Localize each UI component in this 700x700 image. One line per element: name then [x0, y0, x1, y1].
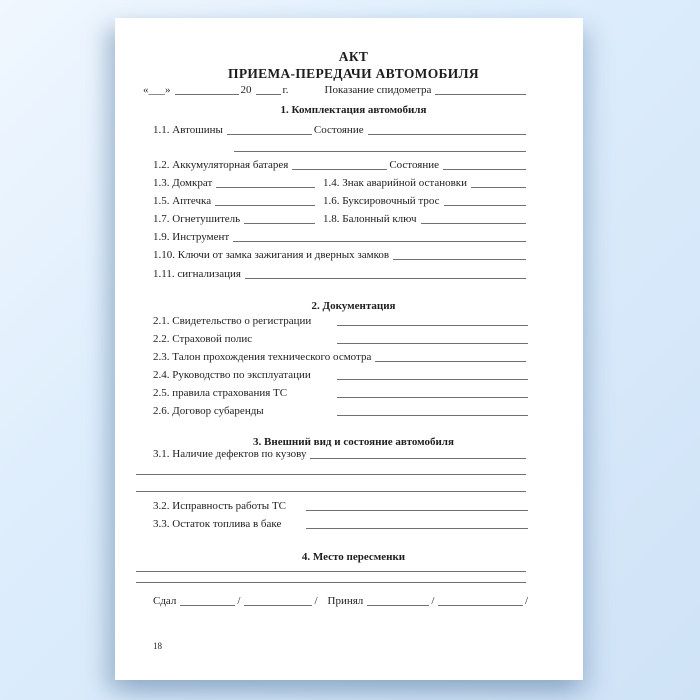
signature-row: [153, 586, 528, 609]
row-1-1: [153, 120, 528, 138]
row-2-3: [153, 347, 528, 365]
item-1-5-blank-line: [215, 205, 315, 206]
item-1-2-label: 1.2. Аккумуляторная батарея: [153, 159, 289, 171]
item-1-7-cell: [153, 212, 317, 227]
item-2-3-label: 2.3. Талон прохождения технического осмотра: [153, 351, 372, 363]
item-1-2-state-label: Состояние: [389, 159, 439, 171]
item-1-1-state-blank-line: [368, 134, 526, 135]
item-2-2-blank-line: [337, 343, 528, 344]
document-page: [115, 18, 583, 680]
row-3-2: [153, 495, 528, 514]
slash-separator: /: [431, 595, 435, 607]
item-1-6-label: 1.6. Буксировочный трос: [323, 195, 440, 207]
row-1-2: [153, 155, 528, 173]
page-number: 18: [153, 641, 162, 651]
item-2-2-label: 2.2. Страховой полис: [153, 333, 253, 345]
row-3-1-continuation-1: [153, 462, 528, 478]
date-day-quotes: «___»: [143, 84, 171, 96]
item-1-7-blank-line: [244, 223, 315, 224]
item-1-3-cell: [153, 176, 317, 191]
slash-separator: /: [314, 595, 318, 607]
item-2-4-label: 2.4. Руководство по эксплуатации: [153, 369, 311, 381]
item-1-5-cell: [153, 194, 317, 209]
slash-separator: /: [237, 595, 241, 607]
continuation-blank-line: [234, 151, 526, 152]
row-2-6: [153, 401, 528, 419]
row-3-1-continuation-2: [153, 478, 528, 495]
item-3-2-blank-line: [306, 510, 528, 511]
received-label: Принял: [327, 595, 364, 607]
item-1-1-state-label: Состояние: [313, 124, 364, 136]
handed-over-label: Сдал: [153, 595, 177, 607]
section4-blank-row-2: [153, 575, 528, 586]
item-2-6-blank-line: [337, 415, 528, 416]
item-1-6-cell: [323, 194, 528, 209]
item-2-1-label: 2.1. Свидетельство о регистрации: [153, 315, 312, 327]
item-2-5-label: 2.5. правила страхования ТС: [153, 387, 288, 399]
year-prefix: 20: [240, 84, 252, 96]
handed-over-signature-line: [244, 605, 312, 606]
slash-separator: /: [524, 595, 528, 607]
item-1-10-blank-line: [393, 259, 526, 260]
item-1-5-label: 1.5. Аптечка: [153, 195, 212, 207]
row-2-4: [153, 365, 528, 383]
item-1-8-cell: [323, 212, 528, 227]
item-3-3-blank-line: [306, 528, 528, 529]
item-3-1-blank-line: [310, 458, 526, 459]
item-2-5-blank-line: [337, 397, 528, 398]
item-1-10-label: 1.10. Ключи от замка зажигания и дверных замков: [153, 249, 390, 261]
odometer-blank-line: [435, 94, 526, 95]
item-1-7-label: 1.7. Огнетушитель: [153, 213, 241, 225]
item-1-11-label: 1.11. сигнализация: [153, 268, 241, 280]
year-suffix: г.: [282, 84, 289, 96]
item-1-1-blank-line: [227, 134, 312, 135]
section4-blank-row-1: [153, 564, 528, 575]
item-2-3-blank-line: [375, 361, 526, 362]
item-1-11-blank-line: [245, 278, 526, 279]
section3-heading: 3. Внешний вид и состояние автомобиля: [253, 436, 454, 448]
item-1-4-label: 1.4. Знак аварийной остановки: [323, 177, 468, 189]
row-1-10: [153, 245, 528, 263]
full-width-blank-line: [136, 582, 526, 583]
item-2-6-label: 2.6. Договор субаренды: [153, 405, 264, 417]
row-1-1-continuation: [153, 138, 528, 155]
item-2-1-blank-line: [337, 325, 528, 326]
full-width-blank-line: [136, 571, 526, 572]
date-month-blank-line: [175, 94, 239, 95]
document-subtitle: ПРИЕМА-ПЕРЕДАЧИ АВТОМОБИЛЯ: [228, 66, 479, 81]
section2-heading: 2. Документация: [311, 300, 396, 312]
row-1-5-1-6: [153, 191, 528, 209]
item-3-3-label: 3.3. Остаток топлива в баке: [153, 518, 282, 530]
row-1-3-1-4: [153, 173, 528, 191]
section4-heading: 4. Место пересменки: [301, 551, 406, 563]
document-title: АКТ: [338, 49, 369, 64]
row-1-11: [153, 263, 528, 282]
received-signature-line: [438, 605, 523, 606]
item-1-6-blank-line: [444, 205, 526, 206]
item-1-8-blank-line: [421, 223, 527, 224]
item-3-1-label: 3.1. Наличие дефектов по кузову: [153, 448, 307, 460]
section1-heading: 1. Комплектация автомобиля: [280, 104, 427, 116]
row-1-9: [153, 227, 528, 245]
row-3-3: [153, 514, 528, 532]
row-2-2: [153, 329, 528, 347]
item-3-2-label: 3.2. Исправность работы ТС: [153, 500, 286, 512]
item-1-4-cell: [323, 176, 528, 191]
item-1-2-state-blank-line: [443, 169, 526, 170]
item-1-9-label: 1.9. Инструмент: [153, 231, 230, 243]
row-3-1: [153, 449, 528, 462]
year-blank-line: [256, 94, 281, 95]
item-1-3-blank-line: [216, 187, 315, 188]
full-width-blank-line: [136, 491, 526, 492]
row-2-1: [153, 313, 528, 329]
date-odometer-row: [143, 82, 528, 98]
row-2-5: [153, 383, 528, 401]
item-1-1-label: 1.1. Автошины: [153, 124, 223, 136]
full-width-blank-line: [136, 474, 526, 475]
received-name-line: [367, 605, 429, 606]
item-1-4-blank-line: [471, 187, 526, 188]
item-2-4-blank-line: [337, 379, 528, 380]
row-1-7-1-8: [153, 209, 528, 227]
item-1-3-label: 1.3. Домкрат: [153, 177, 213, 189]
odometer-label: Показание спидометра: [324, 84, 432, 96]
item-1-9-blank-line: [233, 241, 526, 242]
handed-over-name-line: [180, 605, 235, 606]
item-1-8-label: 1.8. Балонный ключ: [323, 213, 417, 225]
item-1-2-blank-line: [292, 169, 387, 170]
